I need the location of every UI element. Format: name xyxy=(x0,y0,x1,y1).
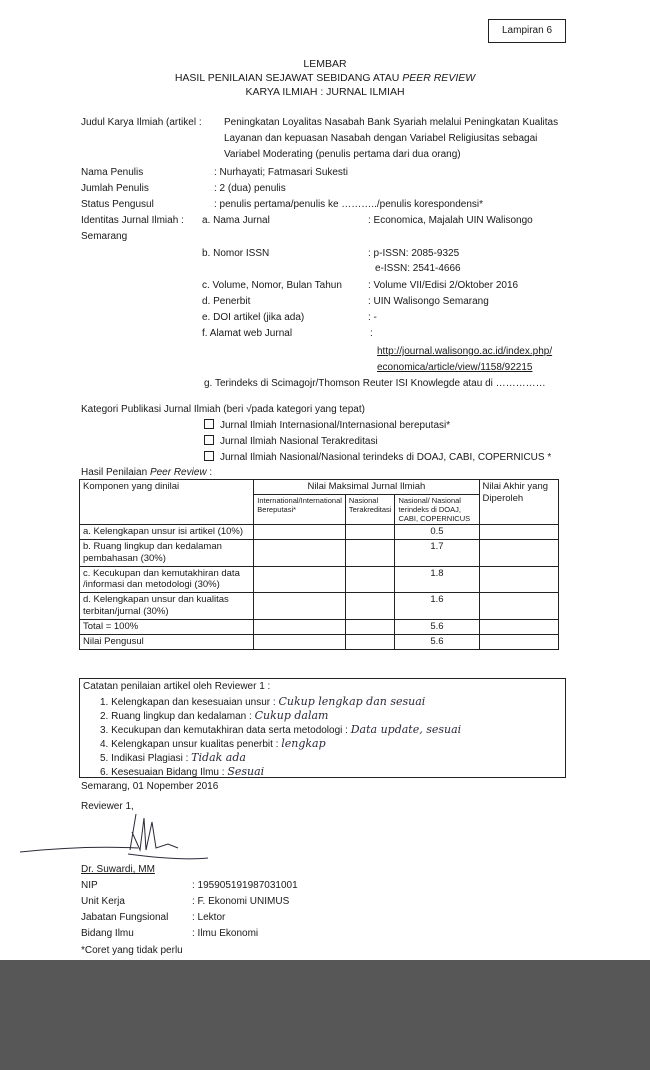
note-handwriting-6: Sesuai xyxy=(227,765,265,778)
table-row xyxy=(80,593,559,620)
title-line2 xyxy=(0,71,650,85)
title-line3: KARYA ILMIAH : JURNAL ILMIAH xyxy=(245,86,405,98)
note-label-5: 5. Indikasi Plagiasi : xyxy=(100,753,189,764)
notes-title: Catatan penilaian artikel oleh Reviewer 1 : xyxy=(83,681,271,692)
judul-label: Judul Karya Ilmiah (artikel : xyxy=(81,117,202,128)
total-value: 5.6 xyxy=(395,620,479,635)
hasil-label-italic: Peer Review xyxy=(149,467,207,478)
title-line2-italic: PEER REVIEW xyxy=(402,72,476,84)
cell-akhir xyxy=(479,566,558,593)
checkbox-1[interactable] xyxy=(204,419,214,429)
note-label-2: 2. Ruang lingkup dan kedalaman : xyxy=(100,711,252,722)
note-item-1 xyxy=(100,695,425,710)
note-handwriting-5: Tidak ada xyxy=(191,751,246,764)
note-item-3 xyxy=(100,723,461,738)
kategori-option-3 xyxy=(204,451,551,465)
note-label-4: 4. Kelengkapan unsur kualitas penerbit : xyxy=(100,739,279,750)
header-nilai-akhir: Nilai Akhir yang Diperoleh xyxy=(479,480,558,525)
journal-b-value2: e-ISSN: 2541-4666 xyxy=(375,263,461,274)
kategori-option-2 xyxy=(204,435,378,449)
reviewer-name: Dr. Suwardi, MM xyxy=(81,864,155,875)
checkbox-3[interactable] xyxy=(204,451,214,461)
judul-line1: Peningkatan Loyalitas Nasabah Bank Syariah melalui Peningkatan Kualitas xyxy=(224,117,559,128)
row-label: d. Kelengkapan unsur dan kualitas terbitan/jurnal (30%) xyxy=(80,593,254,620)
pengusul-value: 5.6 xyxy=(395,634,479,649)
header-internasional: International/International Bereputasi* xyxy=(254,494,346,524)
footnote: *Coret yang tidak perlu xyxy=(81,945,183,956)
journal-e-value: : - xyxy=(368,312,377,323)
table-total-row xyxy=(80,620,559,635)
note-handwriting-1: Cukup lengkap dan sesuai xyxy=(278,695,426,708)
scan-background xyxy=(0,960,650,1070)
cell-akhir xyxy=(479,593,558,620)
row-label: c. Kecukupan dan kemutakhiran data /informasi dan metodologi (30%) xyxy=(80,566,254,593)
journal-url-line1[interactable]: http://journal.walisongo.ac.id/index.php/ xyxy=(377,346,553,357)
header-komponen: Komponen yang dinilai xyxy=(80,480,254,525)
journal-d-value: : UIN Walisongo Semarang xyxy=(368,296,489,307)
status-value: : penulis pertama/penulis ke ………../penulis korespondensi* xyxy=(214,199,484,210)
nama-value: : Nurhayati; Fatmasari Sukesti xyxy=(214,167,348,178)
table-row xyxy=(80,539,559,566)
journal-b-label: b. Nomor ISSN xyxy=(202,248,270,259)
cell-terindeks: 0.5 xyxy=(395,524,479,539)
header-terakreditasi: Nasional Terakreditasi xyxy=(345,494,395,524)
journal-a-value: : Economica, Majalah UIN Walisongo xyxy=(368,215,533,226)
header-nilai-maks: Nilai Maksimal Jurnal Ilmiah xyxy=(254,480,479,495)
kategori-option-3-label: Jurnal Ilmiah Nasional/Nasional terindeks di DOAJ, CABI, COPERNICUS * xyxy=(220,452,552,463)
title-line2-prefix: HASIL PENILAIAN SEJAWAT SEBIDANG ATAU xyxy=(174,72,403,84)
cell-terindeks: 1.6 xyxy=(395,593,479,620)
jabatan-label: Jabatan Fungsional xyxy=(81,912,169,923)
kategori-label: Kategori Publikasi Jurnal Ilmiah (beri √pada kategori yang tepat) xyxy=(81,404,365,415)
hasil-label-suffix: : xyxy=(206,467,213,478)
nip-value: : 195905191987031001 xyxy=(192,880,298,891)
cell-terakreditasi xyxy=(345,524,395,539)
judul-line3: Variabel Moderating (penulis pertama dari dua orang) xyxy=(224,149,461,160)
journal-url-line2[interactable]: economica/article/view/1158/92215 xyxy=(377,362,533,373)
lampiran-box: Lampiran 6 xyxy=(488,19,566,43)
note-item-5 xyxy=(100,751,246,766)
cell-akhir xyxy=(479,524,558,539)
note-item-4 xyxy=(100,737,326,752)
identitas-label2: Semarang xyxy=(81,231,128,242)
status-label: Status Pengusul xyxy=(81,199,154,210)
title-line1: LEMBAR xyxy=(303,58,347,70)
place-date: Semarang, 01 Nopember 2016 xyxy=(81,781,219,792)
table-row xyxy=(80,566,559,593)
hasil-label xyxy=(81,466,212,480)
journal-b-value1: : p-ISSN: 2085-9325 xyxy=(368,248,460,259)
journal-f-label: f. Alamat web Jurnal xyxy=(202,328,293,339)
total-label: Total = 100% xyxy=(80,620,254,635)
note-label-3: 3. Kecukupan dan kemutakhiran data serta metodologi : xyxy=(100,725,348,736)
identitas-label: Identitas Jurnal Ilmiah : xyxy=(81,215,184,226)
row-label: a. Kelengkapan unsur isi artikel (10%) xyxy=(80,524,254,539)
bidang-label: Bidang Ilmu xyxy=(81,928,134,939)
score-table xyxy=(79,479,559,650)
kategori-option-1 xyxy=(204,419,450,433)
row-label: b. Ruang lingkup dan kedalaman pembahasan (30%) xyxy=(80,539,254,566)
bidang-value: : Ilmu Ekonomi xyxy=(192,928,259,939)
note-label-6: 6. Kesesuaian Bidang Ilmu : xyxy=(100,767,225,778)
kategori-option-1-label: Jurnal Ilmiah Internasional/Internasional bereputasi* xyxy=(220,420,451,431)
journal-c-value: : Volume VII/Edisi 2/Oktober 2016 xyxy=(368,280,519,291)
hasil-label-prefix: Hasil Penilaian xyxy=(81,467,150,478)
journal-g-label: g. Terindeks di Scimagojr/Thomson Reuter ISI Knowlegde atau di …………… xyxy=(204,378,546,389)
judul-line2: Layanan dan kepuasan Nasabah dengan Variabel Religiusitas sebagai xyxy=(224,133,538,144)
note-handwriting-2: Cukup dalam xyxy=(254,709,329,722)
cell-terindeks: 1.7 xyxy=(395,539,479,566)
pengusul-label: Nilai Pengusul xyxy=(80,634,254,649)
note-handwriting-3: Data update, sesuai xyxy=(350,723,462,736)
nama-label: Nama Penulis xyxy=(81,167,144,178)
cell-internasional xyxy=(254,593,346,620)
cell-internasional xyxy=(254,524,346,539)
cell-terindeks: 1.8 xyxy=(395,566,479,593)
cell-terakreditasi xyxy=(345,593,395,620)
table-pengusul-row xyxy=(80,634,559,649)
journal-c-label: c. Volume, Nomor, Bulan Tahun xyxy=(202,280,342,291)
nip-label: NIP xyxy=(81,880,98,891)
cell-internasional xyxy=(254,539,346,566)
cell-internasional xyxy=(254,566,346,593)
note-item-6 xyxy=(100,765,264,780)
unit-label: Unit Kerja xyxy=(81,896,125,907)
cell-terakreditasi xyxy=(345,566,395,593)
jumlah-value: : 2 (dua) penulis xyxy=(214,183,286,194)
note-item-2 xyxy=(100,709,328,724)
unit-value: : F. Ekonomi UNIMUS xyxy=(192,896,290,907)
cell-terakreditasi xyxy=(345,539,395,566)
note-label-1: 1. Kelengkapan dan kesesuaian unsur : xyxy=(100,697,276,708)
signature-graphic xyxy=(18,808,218,868)
kategori-option-2-label: Jurnal Ilmiah Nasional Terakreditasi xyxy=(220,436,378,447)
jumlah-label: Jumlah Penulis xyxy=(81,183,149,194)
table-header-row xyxy=(80,480,559,495)
table-row xyxy=(80,524,559,539)
journal-e-label: e. DOI artikel (jika ada) xyxy=(202,312,305,323)
note-handwriting-4: lengkap xyxy=(281,737,326,750)
journal-f-colon: : xyxy=(370,328,373,339)
checkbox-2[interactable] xyxy=(204,435,214,445)
jabatan-value: : Lektor xyxy=(192,912,226,923)
reviewer-label: Reviewer 1, xyxy=(81,801,134,812)
journal-a-label: a. Nama Jurnal xyxy=(202,215,270,226)
journal-d-label: d. Penerbit xyxy=(202,296,251,307)
cell-akhir xyxy=(479,539,558,566)
header-terindeks: Nasional/ Nasional terindeks di DOAJ, CABI, COPERNICUS xyxy=(395,494,479,524)
